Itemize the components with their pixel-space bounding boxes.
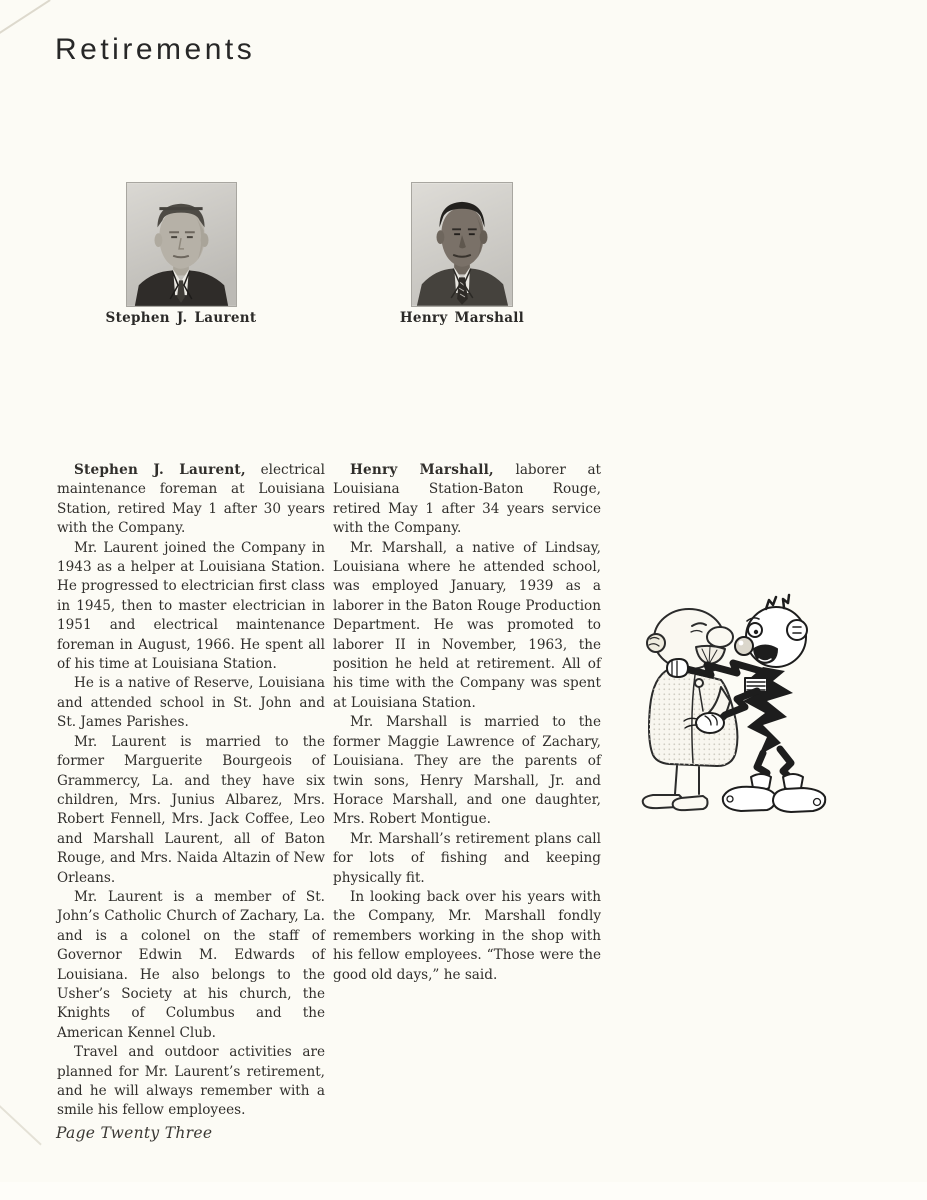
paragraph: Mr. Marshall is married to the former Maggie Lawrence of Zachary, Louisiana. They are the parents of twin sons, Henry Marshall, Jr. and Horace Marshall, and one daughter, Mrs. Robert Montigue. (333, 714, 601, 828)
paragraph: In looking back over his years with the Company, Mr. Marshall fondly remembers working in the shop with his fellow employees. “Those were the good old days,” he said. (333, 888, 601, 983)
photo-caption-marshall: Henry Marshall (399, 310, 525, 326)
portrait-photo-marshall (399, 182, 525, 326)
paragraph: Henry Marshall, laborer at Louisiana Station-Baton Rouge, retired May 1 after 34 years service with the Company. (333, 462, 602, 537)
portrait-laurent-image (126, 182, 237, 307)
paragraph: Mr. Laurent is married to the former Marguerite Bourgeois of Grammercy, La. and they have six children, Mrs. Junius Albarez, Mrs. Robert Fennell, Mrs. Jack Coffee, Leo and Marshall Laurent, all of Baton Rouge, and Mrs. Naida Altazin of New Orleans. (57, 733, 325, 886)
paragraph: Mr. Laurent joined the Company in 1943 as a helper at Louisiana Station. He progressed to electrician first class in 1945, then to master electrician in 1951 and electrical maintenance foreman in August, 1966. He spent all of his time at Louisiana Station. (57, 539, 325, 673)
paragraph: Mr. Marshall, a native of Lindsay, Louisiana where he attended school, was employed January, 1939 as a laborer in the Baton Rouge Production Department. He was promoted to laborer II in November, 1963, the position he held at retirement. All of his time with the Company was spent at Louisiana Station. (333, 539, 601, 711)
paragraph: Mr. Laurent is a member of St. John’s Catholic Church of Zachary, La. and is a colonel on the staff of Governor Edwin M. Edwards of Louisiana. He also belongs to the Usher’s Society at his church, the Knights of Columbus and the American Kennel Club. (57, 888, 325, 1041)
scan-artifact-line (0, 1104, 42, 1145)
article-column-marshall (333, 461, 601, 985)
scan-artifact-band (0, 1182, 927, 1200)
page-number: Page Twenty Three (56, 1124, 213, 1142)
scan-artifact-line (0, 0, 50, 34)
page-title: Retirements (55, 33, 256, 66)
paragraph: He is a native of Reserve, Louisiana and attended school in St. John and St. James Parishes. (57, 675, 325, 731)
article-column-laurent (57, 461, 325, 1121)
paragraph: Mr. Marshall’s retirement plans call for lots of fishing and keeping physically fit. (333, 830, 601, 886)
portrait-photo-laurent (105, 182, 257, 326)
paragraph: Travel and outdoor activities are planned for Mr. Laurent’s retirement, and he will always remember with a smile his fellow employees. (57, 1044, 325, 1119)
cartoon-illustration (633, 583, 840, 815)
photo-caption-laurent: Stephen J. Laurent (105, 310, 257, 326)
reddy-kilowatt-handshake-cartoon (633, 583, 840, 815)
paragraph: Stephen J. Laurent, electrical maintenance foreman at Louisiana Station, retired May 1 after 30 years with the Company. (57, 462, 325, 537)
portrait-marshall-image (411, 182, 513, 307)
